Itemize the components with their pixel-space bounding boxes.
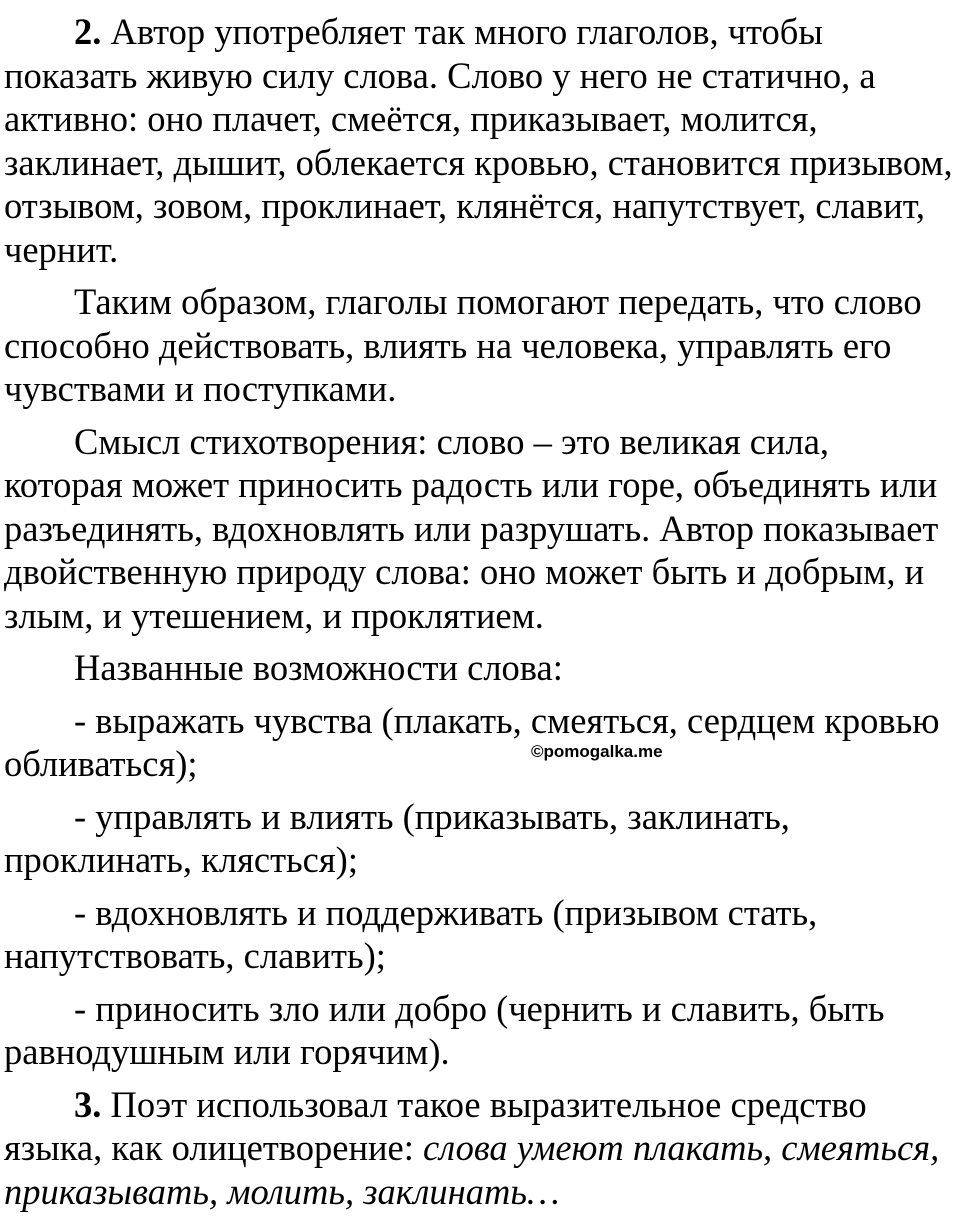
list-item-feelings	[4, 699, 954, 786]
paragraph-text: Автор употребляет так много глаголов, чтобы показать живую силу слова. Слово у него не статично, а активно: оно плачет, смеётся, приказывает, молится, заклинает, дышит, облекается кровью, становится призывом, отзывом, зовом, проклинает, клянётся, напутствует, славит, чернит.	[4, 11, 953, 270]
paragraph-text: Названные возможности слова:	[74, 647, 563, 688]
paragraph-conclusion	[4, 280, 954, 411]
list-item-good-evil	[4, 987, 954, 1074]
paragraph-text: - вдохновлять и поддерживать (призывом стать, напутствовать, славить);	[4, 891, 818, 976]
paragraph-text: Поэт использовал такое выразительное средство языка, как олицетворение:	[4, 1083, 867, 1168]
paragraph-text: - выражать чувства (плакать, смеяться, сердцем кровью обливаться);	[4, 699, 940, 784]
answer-number: 3.	[74, 1083, 102, 1125]
paragraph-poem-meaning	[4, 420, 954, 638]
list-item-inspire	[4, 891, 954, 978]
paragraph-answer-2	[4, 10, 954, 271]
watermark: ©pomogalka.me	[531, 742, 663, 761]
paragraph-text: Таким образом, глаголы помогают передать, что слово способно действовать, влиять на человека, управлять его чувствами и поступками.	[4, 281, 922, 409]
answer-number: 2.	[74, 11, 102, 52]
paragraph-text: - приносить зло или добро (чернить и славить, быть равнодушным или горячим).	[4, 987, 885, 1072]
italic-quote: слова умеют плакать, смеяться, приказывать, молить, заклинать…	[4, 1127, 940, 1212]
paragraph-possibilities-heading	[4, 646, 954, 690]
paragraph-text: - управлять и влиять (приказывать, заклинать, проклинать, клясться);	[4, 795, 790, 880]
list-item-control	[4, 795, 954, 882]
paragraph-text: Смысл стихотворения: слово – это великая сила, которая может приносить радость или горе, объединять или разъединять, вдохновлять или разрушать. Автор показывает двойственную природу слова: оно может быть и добрым, и злым, и утешением, и проклятием.	[4, 420, 939, 636]
paragraph-answer-3	[4, 1083, 954, 1214]
